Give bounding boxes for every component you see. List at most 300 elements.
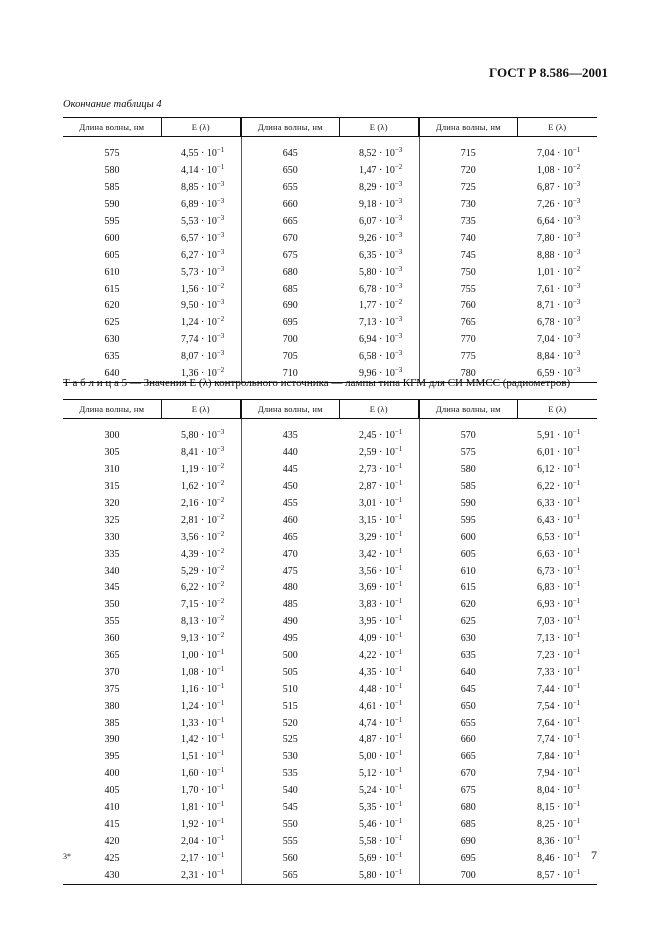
table-row bbox=[63, 664, 597, 681]
times-ten: · 10 bbox=[554, 447, 573, 459]
exponent: −2 bbox=[216, 315, 225, 324]
exponent: −1 bbox=[394, 496, 403, 504]
wavelength-cell: 725 bbox=[419, 180, 517, 197]
sheet-mark: 3* bbox=[63, 852, 71, 861]
mantissa: 6,89 bbox=[181, 199, 199, 211]
mantissa: 3,01 bbox=[359, 498, 377, 509]
mantissa: 5,35 bbox=[359, 802, 377, 814]
mantissa: 5,00 bbox=[359, 751, 377, 763]
mantissa: 5,80 bbox=[181, 430, 199, 442]
wavelength-cell: 350 bbox=[104, 599, 120, 611]
table5-header-row bbox=[63, 400, 597, 419]
e-lambda-cell bbox=[339, 445, 419, 462]
mantissa: 7,23 bbox=[537, 650, 555, 662]
wavelength-cell: 690 bbox=[419, 833, 517, 850]
exponent: −1 bbox=[572, 631, 581, 640]
times-ten: · 10 bbox=[198, 835, 217, 847]
wavelength-cell: 385 bbox=[104, 717, 120, 729]
mantissa: 6,07 bbox=[359, 216, 377, 227]
wavelength-cell: 480 bbox=[241, 580, 339, 597]
wavelength-cell: 570 bbox=[419, 428, 517, 445]
exponent: −3 bbox=[216, 445, 225, 454]
e-lambda-cell bbox=[339, 698, 419, 715]
exponent: −3 bbox=[572, 247, 581, 256]
e-lambda-cell bbox=[517, 230, 597, 247]
e-lambda-cell bbox=[161, 563, 241, 580]
wavelength-cell: 635 bbox=[104, 351, 120, 363]
wavelength-cell: 765 bbox=[419, 315, 517, 332]
exponent: −2 bbox=[216, 281, 225, 290]
times-ten: · 10 bbox=[376, 835, 395, 847]
wavelength-cell: 730 bbox=[419, 197, 517, 214]
table-row bbox=[63, 850, 597, 867]
mantissa: 7,84 bbox=[537, 751, 555, 763]
times-ten: · 10 bbox=[554, 548, 573, 560]
exponent: −1 bbox=[572, 833, 581, 842]
wavelength-cell: 365 bbox=[104, 650, 120, 662]
wavelength-cell: 335 bbox=[104, 548, 120, 560]
e-lambda-cell bbox=[161, 247, 241, 264]
table-row bbox=[63, 197, 597, 214]
table-row bbox=[63, 264, 597, 281]
times-ten: · 10 bbox=[198, 165, 217, 177]
wavelength-cell: 345 bbox=[104, 582, 120, 594]
e-lambda-cell bbox=[517, 783, 597, 800]
times-ten: · 10 bbox=[554, 317, 573, 329]
times-ten: · 10 bbox=[198, 700, 217, 712]
e-lambda-cell bbox=[517, 264, 597, 281]
times-ten: · 10 bbox=[554, 717, 573, 729]
times-ten: · 10 bbox=[198, 650, 217, 662]
e-lambda-cell bbox=[517, 563, 597, 580]
table-row bbox=[63, 496, 597, 513]
exponent: −1 bbox=[394, 664, 403, 673]
table-row bbox=[63, 281, 597, 298]
times-ten: · 10 bbox=[376, 751, 395, 763]
wavelength-cell: 535 bbox=[241, 766, 339, 783]
mantissa: 1,33 bbox=[181, 717, 199, 729]
e-lambda-cell bbox=[339, 349, 419, 366]
mantissa: 1,08 bbox=[537, 165, 555, 177]
wavelength-cell: 580 bbox=[104, 165, 120, 177]
mantissa: 6,64 bbox=[537, 216, 555, 227]
e-lambda-cell bbox=[339, 800, 419, 817]
times-ten: · 10 bbox=[198, 266, 217, 278]
e-lambda-cell bbox=[339, 732, 419, 749]
times-ten: · 10 bbox=[198, 481, 217, 493]
mantissa: 6,53 bbox=[537, 531, 555, 543]
table-row bbox=[63, 867, 597, 884]
e-lambda-cell bbox=[517, 749, 597, 766]
times-ten: · 10 bbox=[376, 232, 395, 244]
col-header-wavelength: Длина волны, нм bbox=[241, 400, 339, 419]
times-ten: · 10 bbox=[554, 582, 573, 594]
wavelength-cell: 645 bbox=[419, 681, 517, 698]
wavelength-cell: 435 bbox=[241, 428, 339, 445]
e-lambda-cell bbox=[339, 614, 419, 631]
exponent: −1 bbox=[572, 597, 581, 606]
e-lambda-cell bbox=[339, 563, 419, 580]
times-ten: · 10 bbox=[376, 514, 395, 526]
wavelength-cell: 305 bbox=[104, 447, 120, 459]
times-ten: · 10 bbox=[376, 368, 395, 380]
table-row bbox=[63, 783, 597, 800]
exponent: −2 bbox=[216, 496, 225, 504]
e-lambda-cell bbox=[517, 833, 597, 850]
mantissa: 1,16 bbox=[181, 683, 199, 695]
table-row bbox=[63, 214, 597, 231]
e-lambda-cell bbox=[161, 428, 241, 445]
wavelength-cell: 755 bbox=[419, 281, 517, 298]
e-lambda-cell bbox=[339, 816, 419, 833]
e-lambda-cell bbox=[161, 146, 241, 163]
e-lambda-cell bbox=[161, 850, 241, 867]
times-ten: · 10 bbox=[198, 300, 217, 312]
e-lambda-cell bbox=[161, 281, 241, 298]
exponent: −2 bbox=[216, 631, 225, 640]
wavelength-cell: 650 bbox=[419, 698, 517, 715]
exponent: −1 bbox=[216, 816, 225, 825]
wavelength-cell: 425 bbox=[104, 852, 120, 864]
e-lambda-cell bbox=[339, 648, 419, 665]
times-ten: · 10 bbox=[554, 565, 573, 577]
e-lambda-cell bbox=[161, 332, 241, 349]
e-lambda-cell bbox=[339, 529, 419, 546]
exponent: −3 bbox=[394, 281, 403, 290]
mantissa: 3,69 bbox=[359, 582, 377, 594]
exponent: −2 bbox=[394, 163, 403, 172]
e-lambda-cell bbox=[339, 230, 419, 247]
e-lambda-cell bbox=[517, 631, 597, 648]
wavelength-cell: 380 bbox=[104, 700, 120, 712]
exponent: −2 bbox=[216, 462, 225, 471]
exponent: −1 bbox=[572, 146, 581, 155]
table-row bbox=[63, 816, 597, 833]
e-lambda-cell bbox=[517, 816, 597, 833]
e-lambda-cell bbox=[339, 479, 419, 496]
times-ten: · 10 bbox=[198, 818, 217, 830]
mantissa: 2,17 bbox=[181, 852, 199, 864]
e-lambda-cell bbox=[161, 681, 241, 698]
e-lambda-cell bbox=[517, 332, 597, 349]
mantissa: 2,59 bbox=[359, 447, 377, 459]
exponent: −1 bbox=[394, 867, 403, 876]
table4-body bbox=[63, 137, 597, 383]
standard-number: ГОСТ Р 8.586—2001 bbox=[489, 65, 608, 80]
exponent: −1 bbox=[216, 749, 225, 758]
exponent: −2 bbox=[216, 597, 225, 606]
e-lambda-cell bbox=[161, 732, 241, 749]
spacer-cell bbox=[517, 137, 597, 147]
e-lambda-cell bbox=[517, 146, 597, 163]
wavelength-cell: 375 bbox=[104, 683, 120, 695]
mantissa: 2,87 bbox=[359, 481, 377, 493]
mantissa: 2,16 bbox=[181, 498, 199, 509]
e-lambda-cell bbox=[161, 631, 241, 648]
times-ten: · 10 bbox=[376, 249, 395, 261]
table-row bbox=[63, 597, 597, 614]
mantissa: 8,36 bbox=[537, 835, 555, 847]
exponent: −2 bbox=[216, 529, 225, 538]
wavelength-cell: 600 bbox=[104, 232, 120, 244]
mantissa: 3,83 bbox=[359, 599, 377, 611]
mantissa: 4,22 bbox=[359, 650, 377, 662]
e-lambda-cell bbox=[517, 512, 597, 529]
e-lambda-cell bbox=[339, 850, 419, 867]
table-row bbox=[63, 732, 597, 749]
times-ten: · 10 bbox=[554, 368, 573, 380]
times-ten: · 10 bbox=[198, 548, 217, 560]
times-ten: · 10 bbox=[376, 768, 395, 780]
times-ten: · 10 bbox=[198, 368, 217, 380]
exponent: −3 bbox=[216, 247, 225, 256]
e-lambda-cell bbox=[339, 298, 419, 315]
mantissa: 1,00 bbox=[181, 650, 199, 662]
mantissa: 6,22 bbox=[537, 481, 555, 493]
times-ten: · 10 bbox=[198, 717, 217, 729]
mantissa: 9,26 bbox=[359, 232, 377, 244]
wavelength-cell: 410 bbox=[104, 802, 120, 814]
table-row bbox=[63, 180, 597, 197]
exponent: −1 bbox=[394, 445, 403, 454]
e-lambda-cell bbox=[161, 214, 241, 231]
wavelength-cell: 780 bbox=[419, 366, 517, 383]
table-row bbox=[63, 462, 597, 479]
exponent: −2 bbox=[216, 580, 225, 589]
e-lambda-cell bbox=[517, 732, 597, 749]
exponent: −3 bbox=[216, 214, 225, 222]
mantissa: 4,35 bbox=[359, 666, 377, 678]
page-number: 7 bbox=[591, 848, 597, 862]
col-header-e-lambda: E (λ) bbox=[161, 118, 241, 137]
wavelength-cell: 625 bbox=[419, 614, 517, 631]
wavelength-cell: 355 bbox=[104, 616, 120, 628]
exponent: −3 bbox=[394, 332, 403, 341]
times-ten: · 10 bbox=[554, 852, 573, 864]
table-row bbox=[63, 512, 597, 529]
col-header-wavelength: Длина волны, нм bbox=[419, 400, 517, 419]
table5-body bbox=[63, 419, 597, 885]
wavelength-cell: 695 bbox=[419, 850, 517, 867]
e-lambda-cell bbox=[517, 698, 597, 715]
e-lambda-cell bbox=[517, 580, 597, 597]
col-header-wavelength: Длина волны, нм bbox=[63, 400, 161, 419]
exponent: −1 bbox=[394, 783, 403, 792]
wavelength-cell: 490 bbox=[241, 614, 339, 631]
exponent: −1 bbox=[216, 732, 225, 741]
wavelength-cell: 540 bbox=[241, 783, 339, 800]
exponent: −1 bbox=[394, 428, 403, 437]
times-ten: · 10 bbox=[376, 148, 395, 160]
mantissa: 1,24 bbox=[181, 700, 199, 712]
wavelength-cell: 505 bbox=[241, 664, 339, 681]
mantissa: 8,71 bbox=[537, 300, 555, 312]
e-lambda-cell bbox=[339, 146, 419, 163]
wavelength-cell: 660 bbox=[241, 197, 339, 214]
e-lambda-cell bbox=[161, 800, 241, 817]
times-ten: · 10 bbox=[554, 165, 573, 177]
e-lambda-cell bbox=[161, 197, 241, 214]
times-ten: · 10 bbox=[198, 869, 217, 881]
e-lambda-cell bbox=[517, 197, 597, 214]
mantissa: 7,94 bbox=[537, 768, 555, 780]
mantissa: 6,33 bbox=[537, 498, 555, 509]
wavelength-cell: 310 bbox=[104, 464, 120, 476]
exponent: −1 bbox=[572, 614, 581, 623]
exponent: −3 bbox=[394, 146, 403, 155]
mantissa: 6,78 bbox=[537, 317, 555, 329]
exponent: −2 bbox=[216, 512, 225, 521]
exponent: −1 bbox=[572, 580, 581, 589]
wavelength-cell: 330 bbox=[104, 531, 120, 543]
mantissa: 1,51 bbox=[181, 751, 199, 763]
e-lambda-cell bbox=[339, 833, 419, 850]
wavelength-cell: 475 bbox=[241, 563, 339, 580]
wavelength-cell: 340 bbox=[104, 565, 120, 577]
times-ten: · 10 bbox=[376, 650, 395, 662]
times-ten: · 10 bbox=[376, 785, 395, 797]
times-ten: · 10 bbox=[198, 334, 217, 346]
exponent: −3 bbox=[394, 230, 403, 239]
times-ten: · 10 bbox=[554, 616, 573, 628]
mantissa: 7,04 bbox=[537, 334, 555, 346]
wavelength-cell: 500 bbox=[241, 648, 339, 665]
mantissa: 7,61 bbox=[537, 283, 555, 295]
wavelength-cell: 675 bbox=[419, 783, 517, 800]
times-ten: · 10 bbox=[554, 498, 573, 509]
table-row bbox=[63, 614, 597, 631]
e-lambda-cell bbox=[339, 281, 419, 298]
wavelength-cell: 640 bbox=[63, 366, 161, 383]
mantissa: 6,01 bbox=[537, 447, 555, 459]
times-ten: · 10 bbox=[198, 182, 217, 194]
times-ten: · 10 bbox=[198, 683, 217, 695]
mantissa: 4,55 bbox=[181, 148, 199, 160]
exponent: −1 bbox=[394, 766, 403, 775]
e-lambda-cell bbox=[339, 631, 419, 648]
mantissa: 1,92 bbox=[181, 818, 199, 830]
wavelength-cell: 635 bbox=[419, 648, 517, 665]
wavelength-cell: 735 bbox=[419, 214, 517, 231]
times-ten: · 10 bbox=[376, 852, 395, 864]
mantissa: 8,41 bbox=[181, 447, 199, 459]
wavelength-cell: 575 bbox=[104, 148, 120, 160]
table-row bbox=[63, 833, 597, 850]
times-ten: · 10 bbox=[198, 582, 217, 594]
wavelength-cell: 620 bbox=[104, 300, 120, 312]
mantissa: 6,78 bbox=[359, 283, 377, 295]
mantissa: 3,29 bbox=[359, 531, 377, 543]
mantissa: 2,31 bbox=[181, 869, 199, 881]
times-ten: · 10 bbox=[554, 216, 573, 227]
exponent: −1 bbox=[572, 546, 581, 555]
exponent: −3 bbox=[394, 180, 403, 189]
table-row bbox=[63, 298, 597, 315]
mantissa: 3,15 bbox=[359, 514, 377, 526]
mantissa: 8,52 bbox=[359, 148, 377, 160]
exponent: −1 bbox=[572, 445, 581, 454]
table-row bbox=[63, 766, 597, 783]
times-ten: · 10 bbox=[198, 430, 217, 442]
times-ten: · 10 bbox=[198, 447, 217, 459]
e-lambda-cell bbox=[339, 715, 419, 732]
exponent: −3 bbox=[394, 315, 403, 324]
times-ten: · 10 bbox=[198, 633, 217, 645]
e-lambda-cell bbox=[161, 315, 241, 332]
col-header-e-lambda: E (λ) bbox=[517, 400, 597, 419]
wavelength-cell: 575 bbox=[419, 445, 517, 462]
wavelength-cell: 605 bbox=[104, 249, 120, 261]
wavelength-cell: 625 bbox=[104, 317, 120, 329]
mantissa: 7,26 bbox=[537, 199, 555, 211]
e-lambda-cell bbox=[339, 197, 419, 214]
col-header-e-lambda: E (λ) bbox=[517, 118, 597, 137]
times-ten: · 10 bbox=[198, 199, 217, 211]
times-ten: · 10 bbox=[376, 582, 395, 594]
mantissa: 1,62 bbox=[181, 481, 199, 493]
times-ten: · 10 bbox=[376, 182, 395, 194]
exponent: −3 bbox=[572, 349, 581, 358]
e-lambda-cell bbox=[517, 315, 597, 332]
wavelength-cell: 415 bbox=[104, 818, 120, 830]
wavelength-cell: 620 bbox=[419, 597, 517, 614]
mantissa: 1,70 bbox=[181, 785, 199, 797]
exponent: −1 bbox=[216, 163, 225, 172]
mantissa: 9,18 bbox=[359, 199, 377, 211]
mantissa: 8,13 bbox=[181, 616, 199, 628]
wavelength-cell: 715 bbox=[419, 146, 517, 163]
times-ten: · 10 bbox=[198, 317, 217, 329]
exponent: −1 bbox=[394, 816, 403, 825]
wavelength-cell: 650 bbox=[241, 163, 339, 180]
times-ten: · 10 bbox=[198, 802, 217, 814]
exponent: −1 bbox=[572, 850, 581, 859]
wavelength-cell: 615 bbox=[104, 283, 120, 295]
wavelength-cell: 585 bbox=[419, 479, 517, 496]
table-row bbox=[63, 479, 597, 496]
mantissa: 2,45 bbox=[359, 430, 377, 442]
wavelength-cell: 615 bbox=[419, 580, 517, 597]
times-ten: · 10 bbox=[554, 351, 573, 363]
exponent: −3 bbox=[572, 230, 581, 239]
mantissa: 6,93 bbox=[537, 599, 555, 611]
e-lambda-cell bbox=[517, 281, 597, 298]
times-ten: · 10 bbox=[376, 818, 395, 830]
times-ten: · 10 bbox=[376, 802, 395, 814]
wavelength-cell: 775 bbox=[419, 349, 517, 366]
e-lambda-cell bbox=[517, 428, 597, 445]
exponent: −3 bbox=[572, 197, 581, 206]
mantissa: 3,42 bbox=[359, 548, 377, 560]
exponent: −3 bbox=[572, 298, 581, 307]
spacer-cell bbox=[63, 137, 161, 147]
exponent: −1 bbox=[572, 648, 581, 657]
wavelength-cell: 630 bbox=[419, 631, 517, 648]
mantissa: 9,96 bbox=[359, 368, 377, 380]
wavelength-cell: 440 bbox=[241, 445, 339, 462]
exponent: −1 bbox=[216, 715, 225, 724]
wavelength-cell: 610 bbox=[104, 266, 120, 278]
exponent: −1 bbox=[572, 496, 581, 504]
exponent: −1 bbox=[394, 749, 403, 758]
e-lambda-cell bbox=[161, 816, 241, 833]
exponent: −3 bbox=[572, 214, 581, 222]
mantissa: 7,44 bbox=[537, 683, 555, 695]
times-ten: · 10 bbox=[554, 481, 573, 493]
mantissa: 8,07 bbox=[181, 351, 199, 363]
e-lambda-cell bbox=[517, 867, 597, 884]
mantissa: 1,77 bbox=[359, 300, 377, 312]
